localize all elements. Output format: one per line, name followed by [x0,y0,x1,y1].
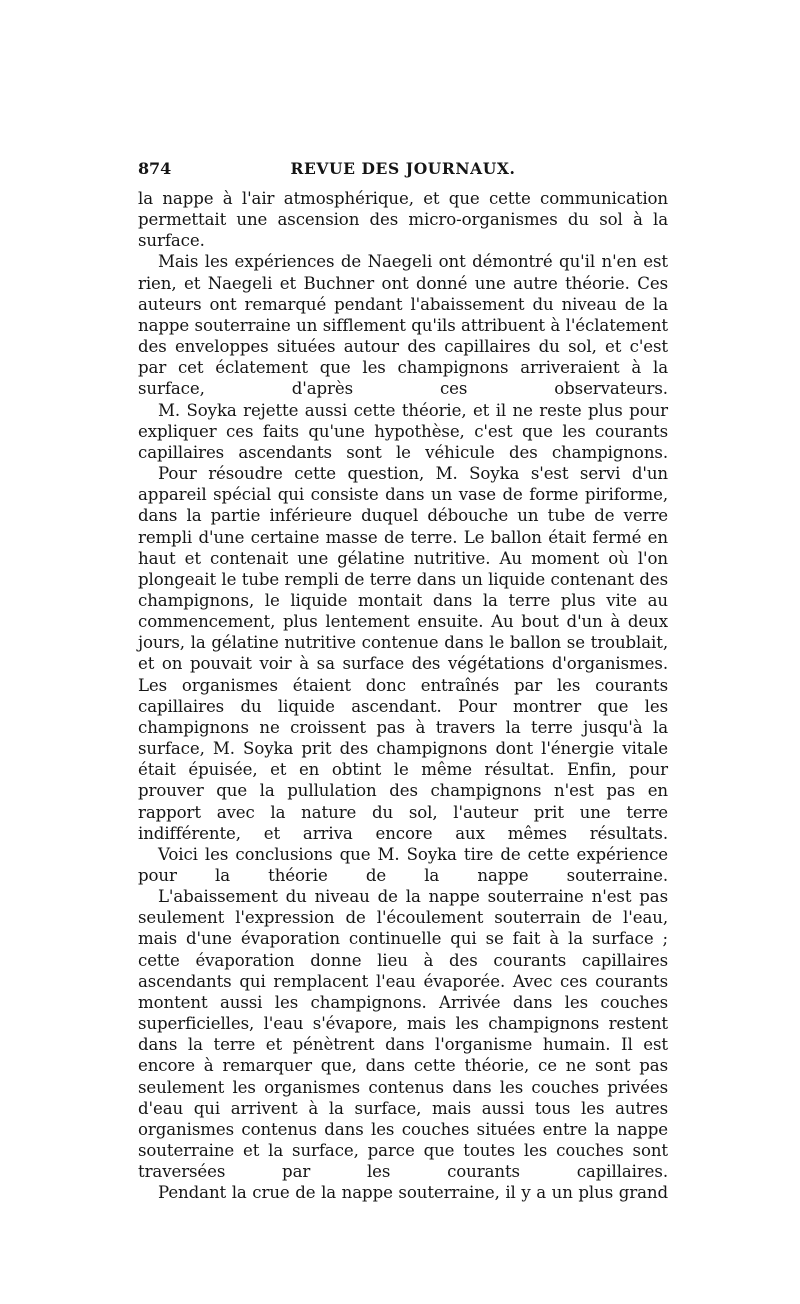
paragraph-conclusions: L'abaissement du niveau de la nappe souterraine n'est pas seulement l'expression de l'écoulement souterrain de l'eau, mais d'une évaporation continuelle qui se fait à la surface ; cette évaporation donne lieu à des courants capillaires ascendants qui remplacent l'eau évaporée. Avec ces courants montent aussi les champignons. Arrivée dans les couches superficielles, l'eau s'évapore, mais les champignons restent dans la terre et pénètrent dans l'organisme humain. Il est encore à remarquer que, dans cette théorie, ce ne sont pas seulement les organismes contenus dans les couches privées d'eau qui arrivent à la surface, mais aussi tous les autres organismes contenus dans les couches situées entre la nappe souterraine et la surface, parce que toutes les couches sont traversées par les courants capillaires. [138,887,668,1182]
paragraph-soyka-hypothesis: M. Soyka rejette aussi cette théorie, et il ne reste plus pour expliquer ces faits qu'une hypothèse, c'est que les courants capillaires ascendants sont le véhicule des champignons. [138,400,668,462]
running-title: REVUE DES JOURNAUX. [290,159,516,178]
paragraph-crue: Pendant la crue de la nappe souterraine, il y a un plus grand [158,1183,668,1203]
paragraph-experiment: Pour résoudre cette question, M. Soyka s'est servi d'un appareil spécial qui consiste dans un vase de forme piriforme, dans la partie inférieure duquel débouche un tube de verre rempli d'une certaine masse de terre. Le ballon était fermé en haut et contenait une gélatine nutritive. Au moment où l'on plongeait le tube rempli de terre dans un liquide contenant des champignons, le liquide montait dans la terre plus vite au commencement, plus lentement ensuite. Au bout d'un à deux jours, la gélatine nutritive contenue dans le ballon se troublait, et on pouvait voir à sa surface des végétations d'organismes. Les organismes étaient donc entraînés par les courants capillaires du liquide ascendant. Pour montrer que les champignons ne croissent pas à travers la terre jusqu'à la surface, M. Soyka prit des champignons dont l'énergie vitale était épuisée, et en obtint le même résultat. Enfin, pour prouver que la pullulation des champignons n'est pas en rapport avec la nature du sol, l'auteur prit une terre indifférente, et arriva encore aux mêmes résultats. [138,464,668,843]
paragraph-naegeli: Mais les expériences de Naegeli ont démontré qu'il n'en est rien, et Naegeli et Buchner ont donné une autre théorie. Ces auteurs ont remarqué pendant l'abaissement du niveau de la nappe souterraine un sifflement qu'ils attribuent à l'éclatement des enveloppes situées autour des capillaires du sol, et c'est par cet éclatement que les champignons arriveraient à la surface, d'après ces observateurs. [138,252,668,399]
page-number: 874 [138,159,172,178]
page-header [138,158,668,180]
paragraph-conclusions-intro: Voici les conclusions que M. Soyka tire de cette expérience pour la théorie de la nappe souterraine. [138,844,668,885]
paragraph-continuation: la nappe à l'air atmosphérique, et que cette communication permettait une ascension des micro-organismes du sol à la surface. [138,189,668,251]
document-page [138,158,668,1204]
body-text [138,188,668,1204]
